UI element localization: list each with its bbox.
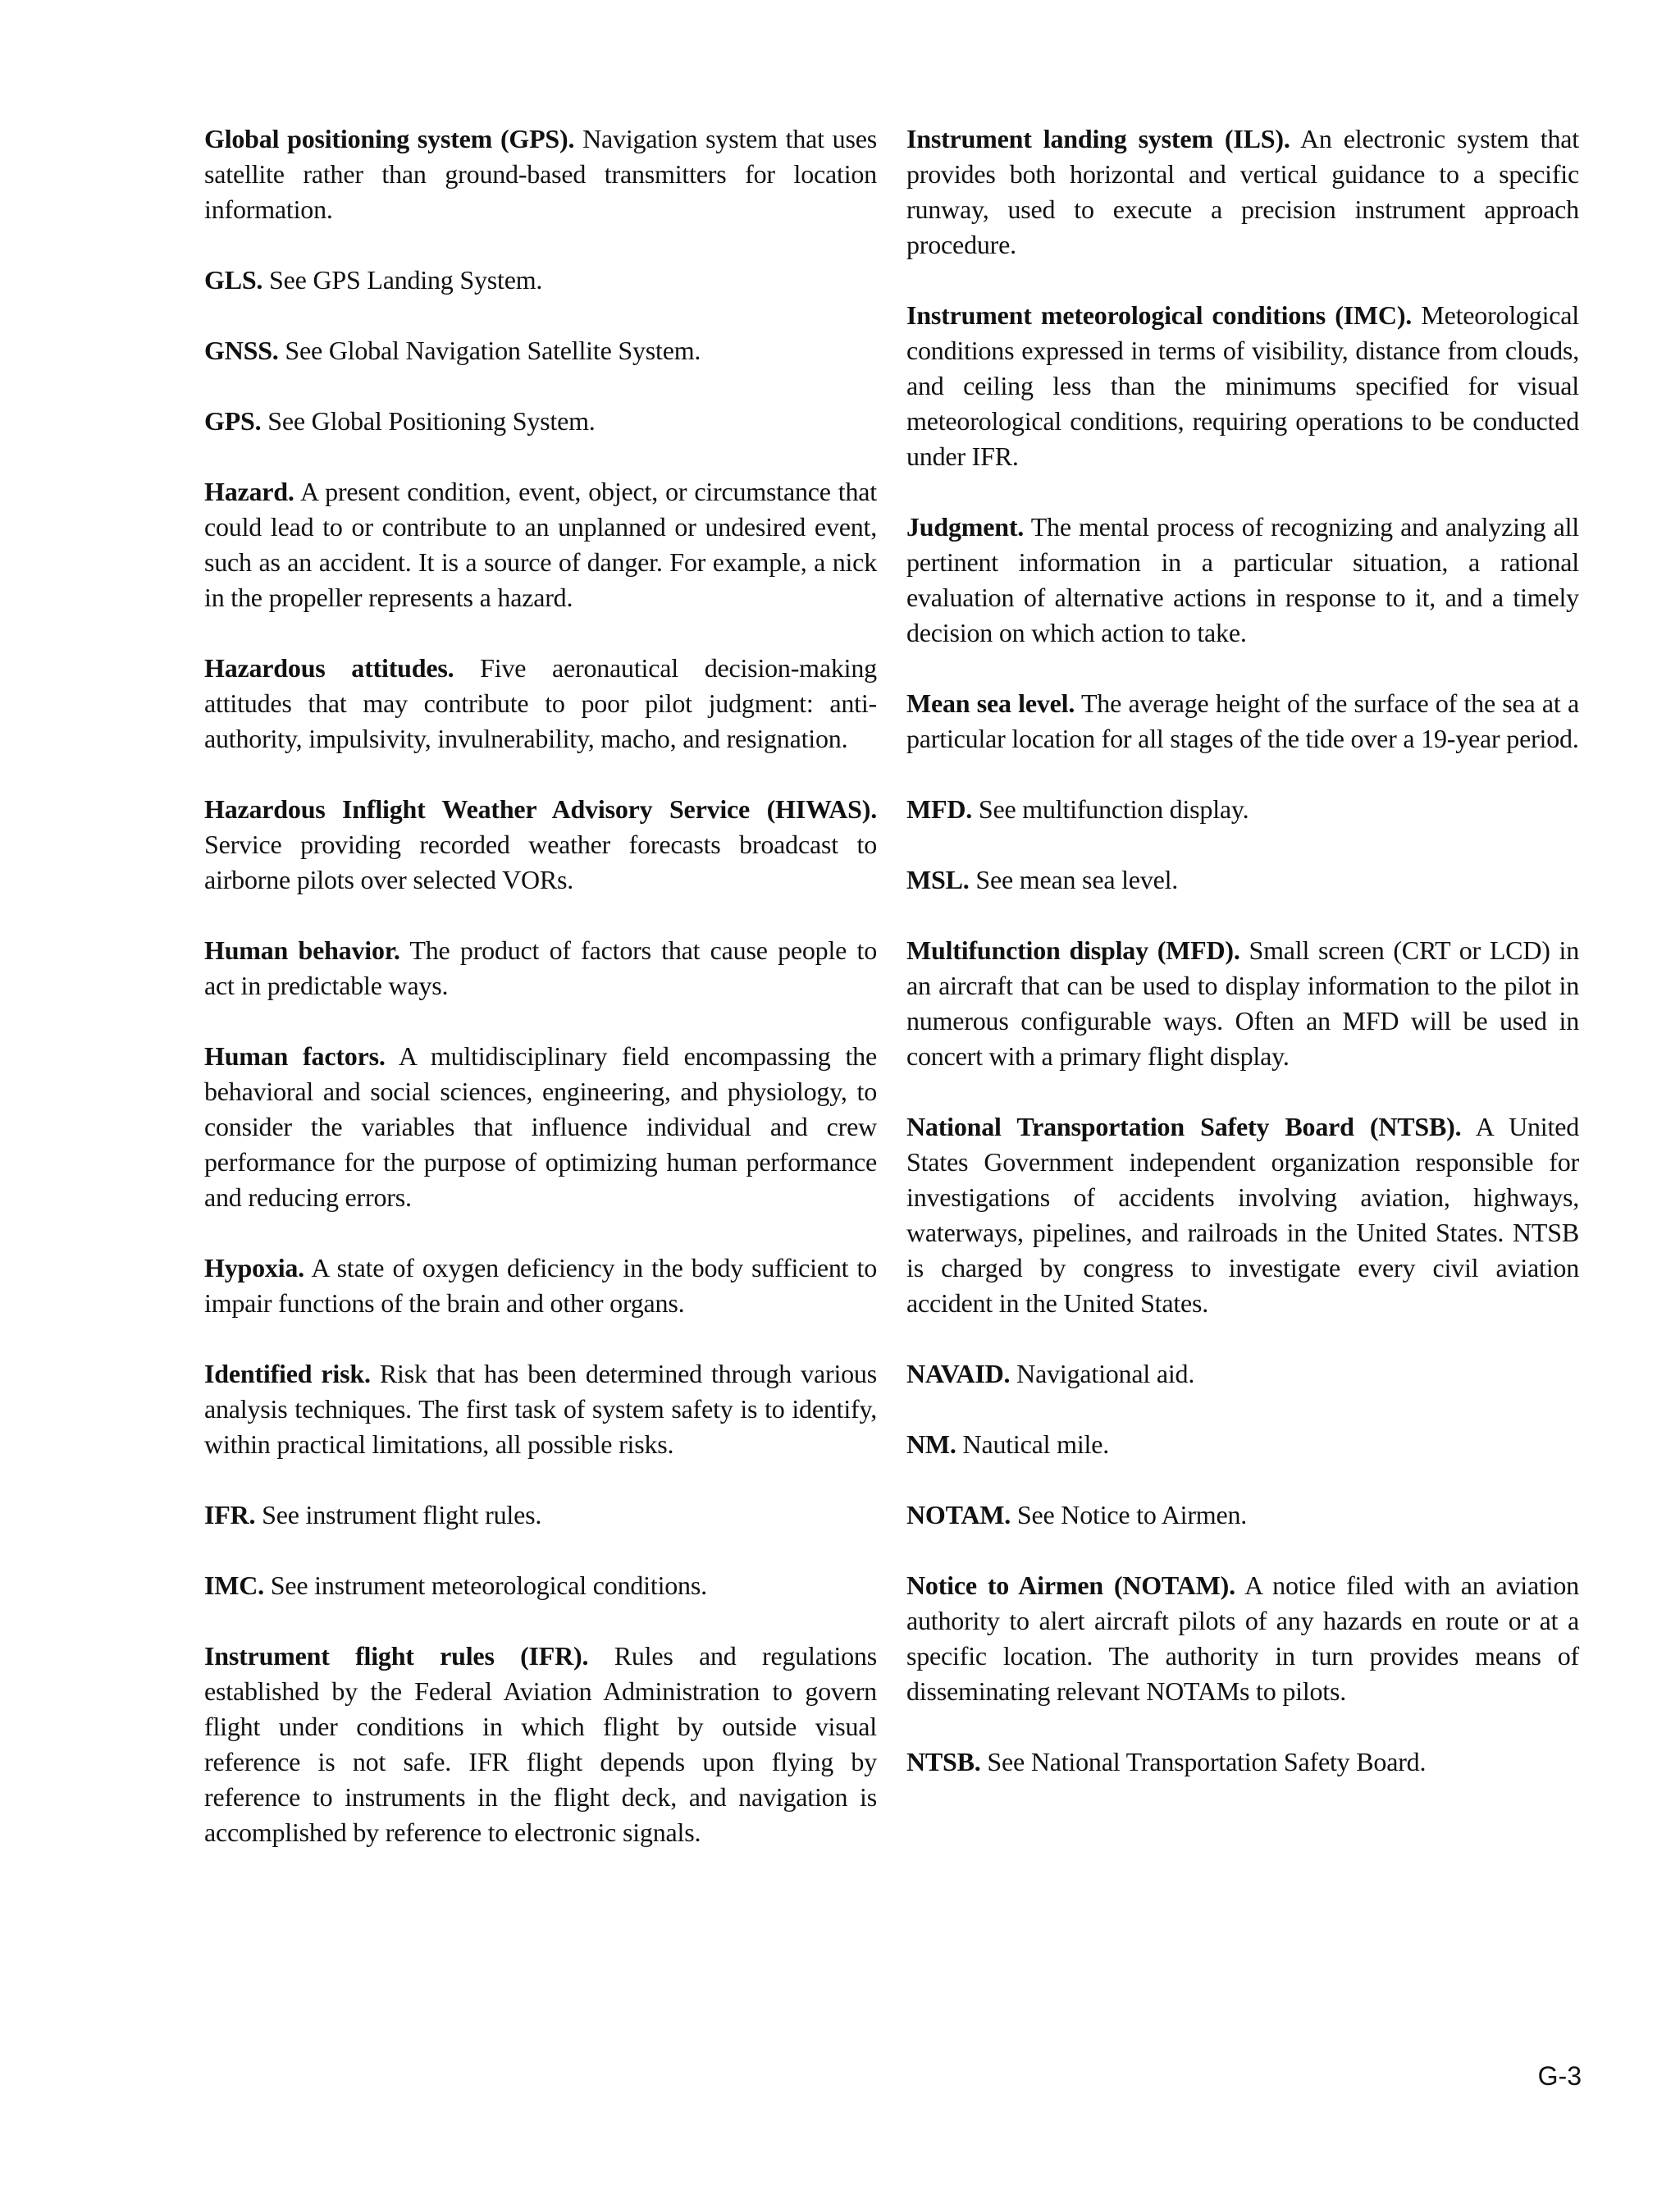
glossary-entry xyxy=(906,1497,1579,1533)
glossary-definition: A United States Government independent organization responsible for investigations of accidents involving aviation, highways, waterways, pipelines, and railroads in the United States. NTSB is charged by congress to investigate every civil aviation accident in the United States. xyxy=(906,1112,1579,1318)
glossary-term: NM. xyxy=(906,1429,956,1459)
glossary-definition: The average height of the surface of the sea at a particular location for all stages of the tide over a 19-year period. xyxy=(906,688,1579,753)
glossary-definition: Risk that has been determined through various analysis techniques. The first task of system safety is to identify, within practical limitations, all possible risks. xyxy=(204,1359,877,1459)
glossary-term: NOTAM. xyxy=(906,1500,1011,1529)
glossary-entry xyxy=(204,792,877,898)
glossary-definition: A multidisciplinary field encompassing the behavioral and social sciences, engineering, and physiology, to consider the variables that influence individual and crew performance for the purpose of optimizing human performance and reducing errors. xyxy=(204,1041,877,1212)
glossary-entry xyxy=(906,686,1579,757)
glossary-definition: See Global Positioning System. xyxy=(267,406,596,436)
glossary-definition: Five aeronautical decision-making attitudes that may contribute to poor pilot judgment: anti-authority, impulsivity, invulnerability, macho, and resignation. xyxy=(204,653,877,753)
glossary-definition: See National Transportation Safety Board. xyxy=(987,1747,1427,1776)
glossary-term: IMC. xyxy=(204,1570,264,1600)
glossary-definition: See multifunction display. xyxy=(978,794,1249,824)
glossary-definition: See mean sea level. xyxy=(975,865,1179,894)
glossary-term: GLS. xyxy=(204,265,263,295)
glossary-term: Human behavior. xyxy=(204,935,400,965)
glossary-term: Identified risk. xyxy=(204,1359,371,1388)
glossary-entry xyxy=(906,298,1579,474)
glossary-entry xyxy=(906,1109,1579,1321)
glossary-entry xyxy=(204,121,877,227)
glossary-entry xyxy=(906,1744,1579,1780)
glossary-term: Multifunction display (MFD). xyxy=(906,935,1240,965)
glossary-definition: Service providing recorded weather forecasts broadcast to airborne pilots over selected VORs. xyxy=(204,830,877,894)
glossary-entry xyxy=(906,792,1579,827)
glossary-term: NAVAID. xyxy=(906,1359,1011,1388)
glossary-term: Instrument meteorological conditions (IMC). xyxy=(906,300,1413,330)
glossary-definition: Small screen (CRT or LCD) in an aircraft that can be used to display information to the pilot in numerous configurable ways. Often an MFD will be used in concert with a primary flight display. xyxy=(906,935,1579,1071)
glossary-definition: Meteorological conditions expressed in terms of visibility, distance from clouds, and ceiling less than the minimums specified for visual meteorological conditions, requiring operations to be conducted under IFR. xyxy=(906,300,1579,471)
glossary-entry xyxy=(906,510,1579,651)
glossary-term: Notice to Airmen (NOTAM). xyxy=(906,1570,1235,1600)
glossary-entry xyxy=(204,1039,877,1215)
glossary-term: Hazard. xyxy=(204,477,294,506)
glossary-term: GPS. xyxy=(204,406,262,436)
glossary-entry xyxy=(204,1497,877,1533)
glossary-entry xyxy=(204,1639,877,1850)
glossary-term: Global positioning system (GPS). xyxy=(204,124,575,153)
glossary-term: National Transportation Safety Board (NTSB). xyxy=(906,1112,1462,1141)
glossary-entry xyxy=(906,933,1579,1074)
glossary-entry xyxy=(204,651,877,757)
glossary-entry xyxy=(906,1356,1579,1392)
glossary-term: Instrument landing system (ILS). xyxy=(906,124,1290,153)
glossary-entry xyxy=(906,1427,1579,1462)
glossary-definition: The product of factors that cause people to act in predictable ways. xyxy=(204,935,877,1000)
glossary-definition: A state of oxygen deficiency in the body sufficient to impair functions of the brain and other organs. xyxy=(204,1253,877,1318)
glossary-term: Judgment. xyxy=(906,512,1025,542)
glossary-columns xyxy=(204,121,1579,1886)
glossary-term: Instrument flight rules (IFR). xyxy=(204,1641,589,1671)
glossary-entry xyxy=(204,333,877,368)
right-column xyxy=(906,121,1579,1886)
glossary-entry xyxy=(906,121,1579,263)
glossary-definition: The mental process of recognizing and analyzing all pertinent information in a particular situation, a rational evaluation of alternative actions in response to it, and a timely decision on which action to take. xyxy=(906,512,1579,647)
glossary-definition: An electronic system that provides both horizontal and vertical guidance to a specific runway, used to execute a precision instrument approach procedure. xyxy=(906,124,1579,259)
glossary-entry xyxy=(204,1250,877,1321)
glossary-definition: See instrument flight rules. xyxy=(262,1500,542,1529)
glossary-term: Hazardous Inflight Weather Advisory Service (HIWAS). xyxy=(204,794,877,824)
glossary-entry xyxy=(204,263,877,298)
glossary-entry xyxy=(204,1356,877,1462)
glossary-entry xyxy=(204,933,877,1004)
glossary-entry xyxy=(204,474,877,615)
glossary-term: Mean sea level. xyxy=(906,688,1075,718)
glossary-term: Hypoxia. xyxy=(204,1253,304,1282)
glossary-term: Hazardous attitudes. xyxy=(204,653,454,683)
glossary-definition: Navigation system that uses satellite rather than ground-based transmitters for location information. xyxy=(204,124,877,224)
glossary-entry xyxy=(204,404,877,439)
glossary-term: IFR. xyxy=(204,1500,256,1529)
glossary-definition: A present condition, event, object, or circumstance that could lead to or contribute to an unplanned or undesired event, such as an accident. It is a source of danger. For example, a nick in the propeller represents a hazard. xyxy=(204,477,877,612)
glossary-entry xyxy=(906,1568,1579,1709)
glossary-term: MFD. xyxy=(906,794,973,824)
glossary-definition: Navigational aid. xyxy=(1016,1359,1195,1388)
glossary-definition: See Global Navigation Satellite System. xyxy=(285,336,701,365)
glossary-entry xyxy=(204,1568,877,1603)
glossary-term: Human factors. xyxy=(204,1041,386,1071)
glossary-definition: Rules and regulations established by the Federal Aviation Administration to govern flight under conditions in which flight by outside visual reference is not safe. IFR flight depends upon flying by reference to instruments in the flight deck, and navigation is accomplished by reference to electronic signals. xyxy=(204,1641,877,1847)
glossary-definition: A notice filed with an aviation authority to alert aircraft pilots of any hazards en route or at a specific location. The authority in turn provides means of disseminating relevant NOTAMs to pilots. xyxy=(906,1570,1579,1706)
glossary-definition: See instrument meteorological conditions. xyxy=(270,1570,707,1600)
glossary-term: MSL. xyxy=(906,865,970,894)
glossary-definition: See GPS Landing System. xyxy=(269,265,543,295)
glossary-definition: Nautical mile. xyxy=(962,1429,1109,1459)
page-number: G-3 xyxy=(1537,2061,1582,2091)
left-column xyxy=(204,121,877,1886)
glossary-definition: See Notice to Airmen. xyxy=(1016,1500,1248,1529)
glossary-term: GNSS. xyxy=(204,336,279,365)
glossary-term: NTSB. xyxy=(906,1747,981,1776)
glossary-entry xyxy=(906,862,1579,898)
